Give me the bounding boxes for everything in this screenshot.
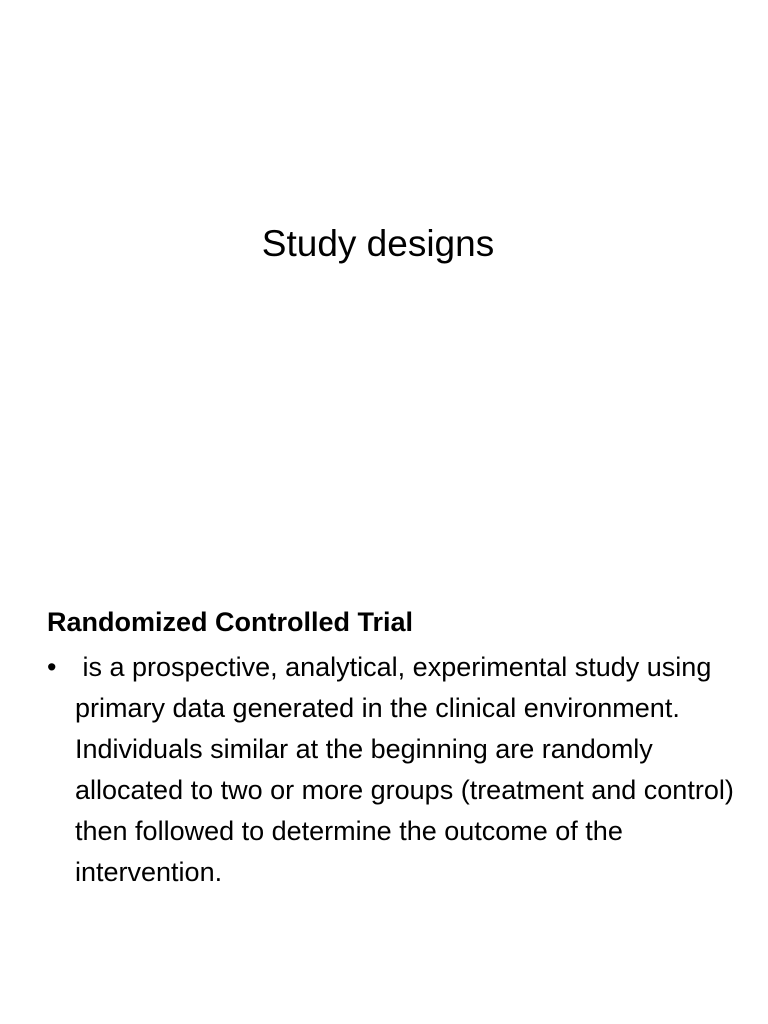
bullet-list [47,647,742,893]
slide-content [47,603,742,893]
bullet-item [47,647,742,893]
section-heading: Randomized Controlled Trial [47,607,414,637]
bullet-dot-icon: • [47,652,57,682]
slide-title: Study designs [261,223,495,264]
bullet-text: is a prospective, analytical, experimental study using primary data generated in the clinical environment. Individuals similar at the beginning are randomly allocated to two or more groups (treatment and control) then followed to determine the outcome of the intervention. [75,652,742,887]
